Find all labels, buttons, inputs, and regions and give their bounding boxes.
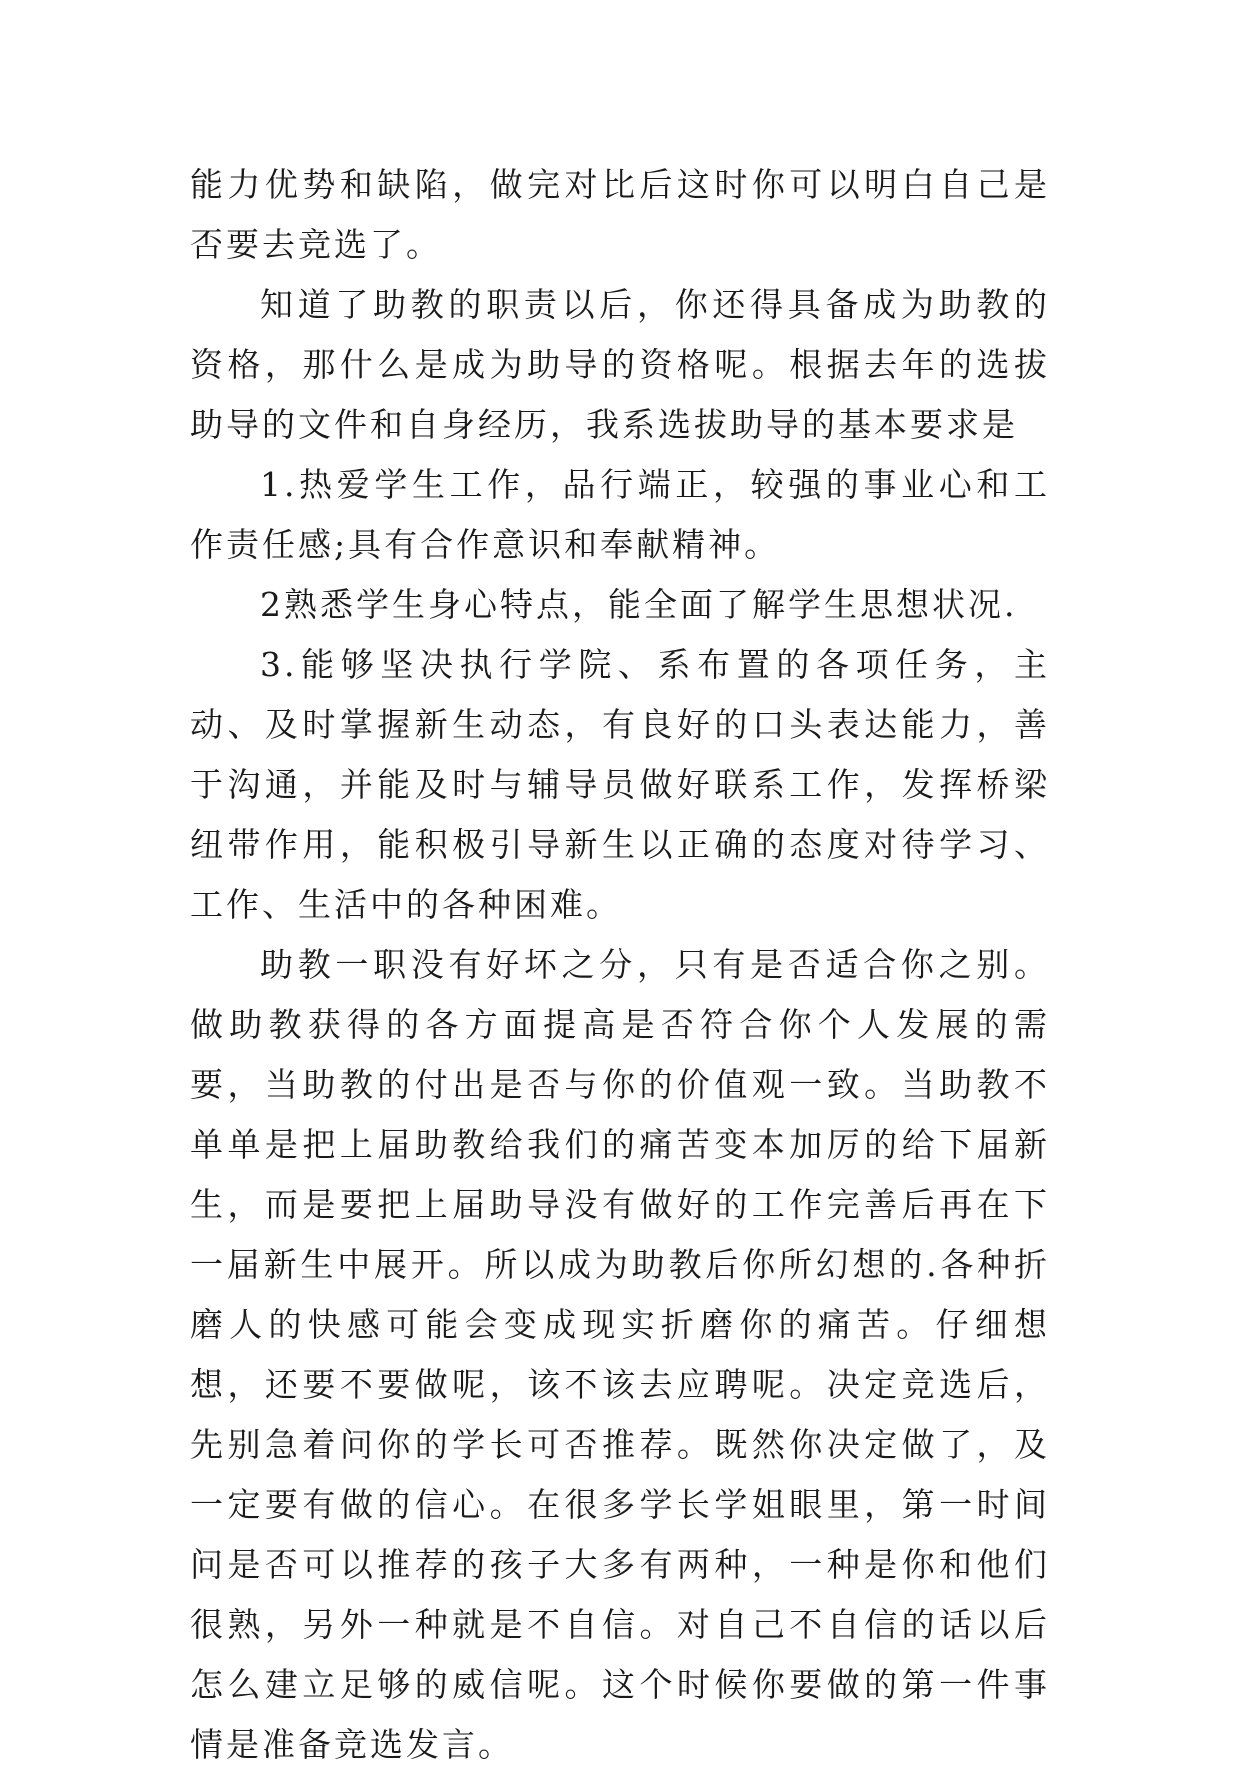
paragraph-1: 能力优势和缺陷，做完对比后这时你可以明白自己是否要去竞选了。 [190,165,1050,264]
paragraph-6: 助教一职没有好坏之分，只有是否适合你之别。做助教获得的各方面提高是否符合你个人发展的需要，当助教的付出是否与你的价值观一致。当助教不单单是把上届助教给我们的痛苦变本加厉的给下届新生，而是要把上届助导没有做好的工作完善后再在下一届新生中展开。所以成为助教后你所幻想的.各种折磨人的快感可能会变成现实折磨你的痛苦。仔细想想，还要不要做呢，该不该去应聘呢。决定竞选后，先别急着问你的学长可否推荐。既然你决定做了，及一定要有做的信心。在很多学长学姐眼里，第一时间问是否可以推荐的孩子大多有两种，一种是你和他们很熟，另外一种就是不自信。对自己不自信的话以后怎么建立足够的威信呢。这个时候你要做的第一件事情是准备竞选发言。 [190,945,1050,1764]
document-body [190,155,1050,1775]
paragraph-5-requirement-3: 3.能够坚决执行学院、系布置的各项任务，主动、及时掌握新生动态，有良好的口头表达能力，善于沟通，并能及时与辅导员做好联系工作，发挥桥梁纽带作用，能积极引导新生以正确的态度对待学习、工作、生活中的各种困难。 [190,645,1050,924]
paragraph-4-requirement-2: 2熟悉学生身心特点，能全面了解学生思想状况. [260,585,1018,624]
paragraph-2: 知道了助教的职责以后，你还得具备成为助教的资格，那什么是成为助导的资格呢。根据去年的选拔助导的文件和自身经历，我系选拔助导的基本要求是 [190,285,1050,444]
paragraph-3-requirement-1: 1.热爱学生工作，品行端正，较强的事业心和工作责任感;具有合作意识和奉献精神。 [190,465,1050,564]
